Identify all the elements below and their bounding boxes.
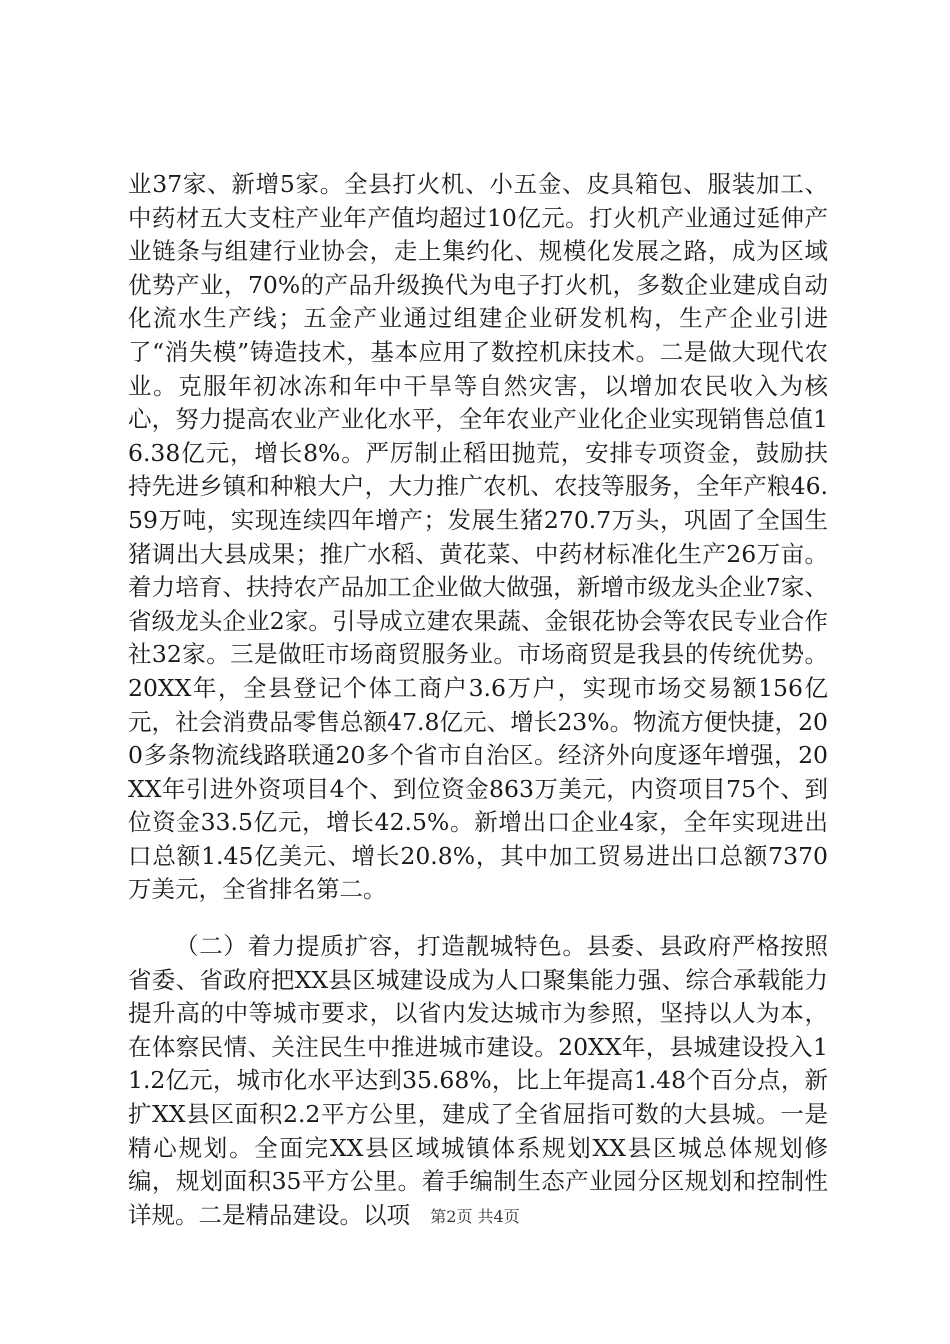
body-paragraph-2: （二）着力提质扩容，打造靓城特色。县委、县政府严格按照省委、省政府把XX县区城建设成为人口聚集能力强、综合承载能力提升高的中等城市要求，以省内发达城市为参照，坚持以人为本，在体察民情、关注民生中推进城市建设。20XX年，县城建设投入11.2亿元，城市化水平达到35.68%，比上年提高1.48个百分点，新扩XX县区面积2.2平方公里，建成了全省屈指可数的大县城。一是精心规划。全面完XX县区域城镇体系规划XX县区城总体规划修编，规划面积35平方公里。着手编制生态产业园分区规划和控制性详规。二是精品建设。以项 — [128, 932, 828, 1229]
body-paragraph-1: 业37家、新增5家。全县打火机、小五金、皮具箱包、服装加工、中药材五大支柱产业年产值均超过10亿元。打火机产业通过延伸产业链条与组建行业协会，走上集约化、规模化发展之路，成为区域优势产业，70%的产品升级换代为电子打火机，多数企业建成自动化流水生产线；五金产业通过组建企业研发机构，生产企业引进了“消失模”铸造技术，基本应用了数控机床技术。二是做大现代农业。克服年初冰冻和年中干旱等自然灾害，以增加农民收入为核心，努力提高农业产业化水平，全年农业产业化企业实现销售总值16.38亿元，增长8%。严厉制止稻田抛荒，安排专项资金，鼓励扶持先进乡镇和种粮大户，大力推广农机、农技等服务，全年产粮46.59万吨，实现连续四年增产；发展生猪270.7万头，巩固了全国生猪调出大县成果；推广水稻、黄花菜、中药材标准化生产26万亩。着力培育、扶持农产品加工企业做大做强，新增市级龙头企业7家、省级龙头企业2家。引导成立建农果蔬、金银花协会等农民专业合作社32家。三是做旺市场商贸服务业。市场商贸是我县的传统优势。20XX年，全县登记个体工商户3.6万户，实现市场交易额156亿元，社会消费品零售总额47.8亿元、增长23%。物流方便快捷，200多条物流线路联通20多个省市自治区。经济外向度逐年增强，20XX年引进外资项目4个、到位资金863万美元，内资项目75个、到位资金33.5亿元，增长42.5%。新增出口企业4家，全年实现进出口总额1.45亿美元、增长20.8%，其中加工贸易进出口总额7370万美元，全省排名第二。 — [128, 170, 828, 904]
page-footer: 第2页 共4页 — [430, 1207, 520, 1226]
